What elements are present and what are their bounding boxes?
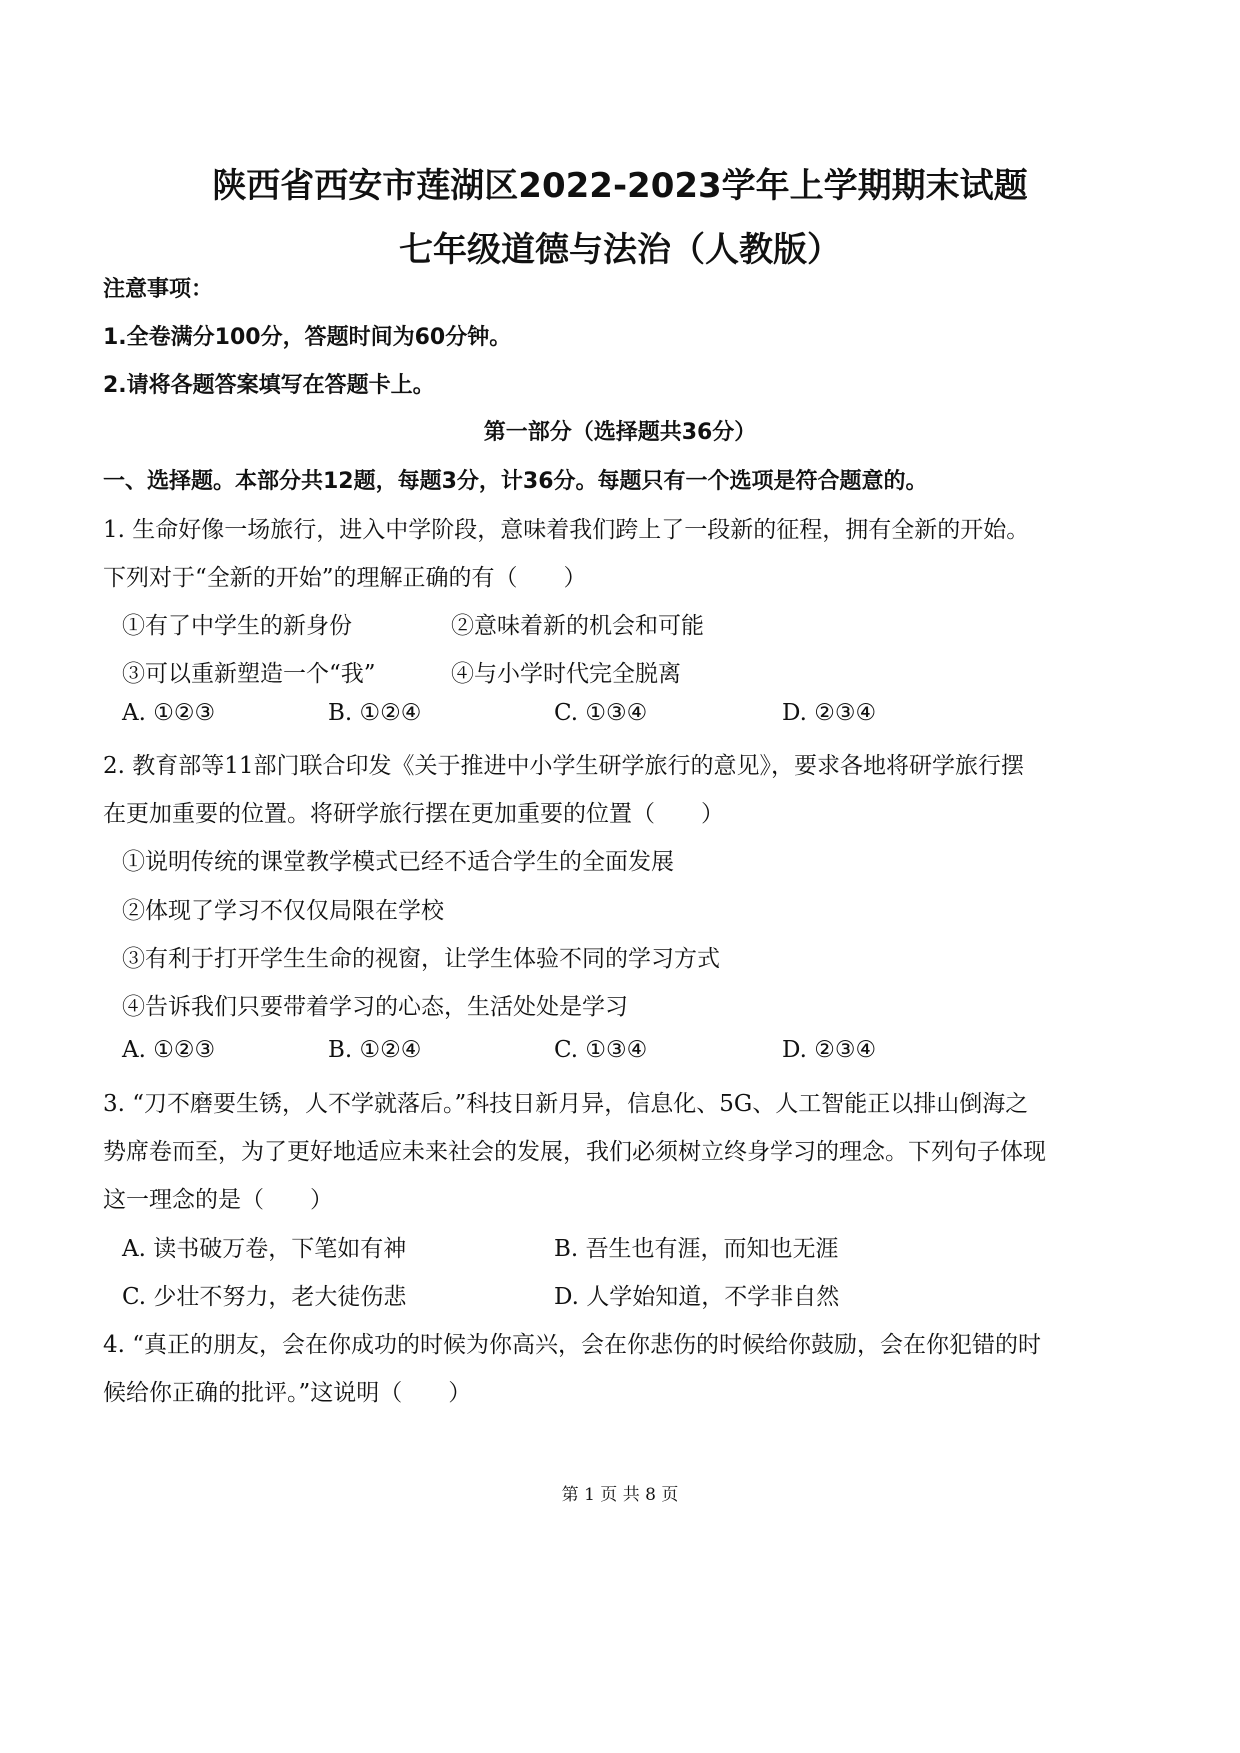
q1-stem-line2: 下列对于“全新的开始”的理解正确的有（ ） xyxy=(103,565,587,591)
q3-option-d: D. 人学始知道，不学非自然 xyxy=(554,1284,840,1310)
notes-item-1: 1.全卷满分100分，答题时间为60分钟。 xyxy=(103,325,512,350)
notes-item-2: 2.请将各题答案填写在答题卡上。 xyxy=(103,373,435,398)
q1-statement-1: ①有了中学生的新身份 xyxy=(122,613,352,639)
q2-stem-line1: 2. 教育部等11部门联合印发《关于推进中小学生研学旅行的意见》，要求各地将研学旅行摆 xyxy=(103,753,1025,779)
part1-heading: 第一部分（选择题共36分） xyxy=(483,420,757,445)
q1-statement-4: ④与小学时代完全脱离 xyxy=(451,661,681,687)
q1-option-b: B. ①②④ xyxy=(328,700,422,726)
q2-option-d: D. ②③④ xyxy=(782,1037,877,1063)
q1-option-d: D. ②③④ xyxy=(782,700,877,726)
page-subtitle: 七年级道德与法治（人教版） xyxy=(399,230,841,270)
section-heading: 一、选择题。本部分共12题，每题3分，计36分。每题只有一个选项是符合题意的。 xyxy=(103,469,928,494)
q3-option-b: B. 吾生也有涯，而知也无涯 xyxy=(554,1236,839,1262)
q1-statement-3: ③可以重新塑造一个“我” xyxy=(122,661,376,687)
q1-stem-line1: 1. 生命好像一场旅行，进入中学阶段，意味着我们跨上了一段新的征程，拥有全新的开始。 xyxy=(103,517,1030,543)
q2-option-c: C. ①③④ xyxy=(554,1037,648,1063)
q2-statement-3: ③有利于打开学生生命的视窗，让学生体验不同的学习方式 xyxy=(122,946,720,972)
q1-statement-2: ②意味着新的机会和可能 xyxy=(451,613,704,639)
q1-option-a: A. ①②③ xyxy=(122,700,216,726)
page-title: 陕西省西安市莲湖区2022-2023学年上学期期末试题 xyxy=(212,166,1028,206)
q2-statement-2: ②体现了学习不仅仅局限在学校 xyxy=(122,898,444,924)
q2-stem-line2: 在更加重要的位置。将研学旅行摆在更加重要的位置（ ） xyxy=(103,801,724,827)
q3-stem-line1: 3. “刀不磨要生锈，人不学就落后。”科技日新月异，信息化、5G、人工智能正以排山倒海之 xyxy=(103,1091,1029,1117)
q3-stem-line3: 这一理念的是（ ） xyxy=(103,1187,333,1213)
q3-stem-line2: 势席卷而至，为了更好地适应未来社会的发展，我们必须树立终身学习的理念。下列句子体现 xyxy=(103,1139,1046,1165)
q3-option-a: A. 读书破万卷，下笔如有神 xyxy=(122,1236,407,1262)
q2-statement-4: ④告诉我们只要带着学习的心态，生活处处是学习 xyxy=(122,994,628,1020)
q1-option-c: C. ①③④ xyxy=(554,700,648,726)
page-footer: 第 1 页 共 8 页 xyxy=(561,1485,679,1505)
q2-statement-1: ①说明传统的课堂教学模式已经不适合学生的全面发展 xyxy=(122,849,674,875)
q2-option-a: A. ①②③ xyxy=(122,1037,216,1063)
q2-option-b: B. ①②④ xyxy=(328,1037,422,1063)
q3-option-c: C. 少壮不努力，老大徒伤悲 xyxy=(122,1284,407,1310)
q4-stem-line1: 4. “真正的朋友，会在你成功的时候为你高兴，会在你悲伤的时候给你鼓励，会在你犯错的时 xyxy=(103,1332,1042,1358)
q4-stem-line2: 候给你正确的批评。”这说明（ ） xyxy=(103,1380,472,1406)
notes-heading: 注意事项： xyxy=(103,277,214,302)
